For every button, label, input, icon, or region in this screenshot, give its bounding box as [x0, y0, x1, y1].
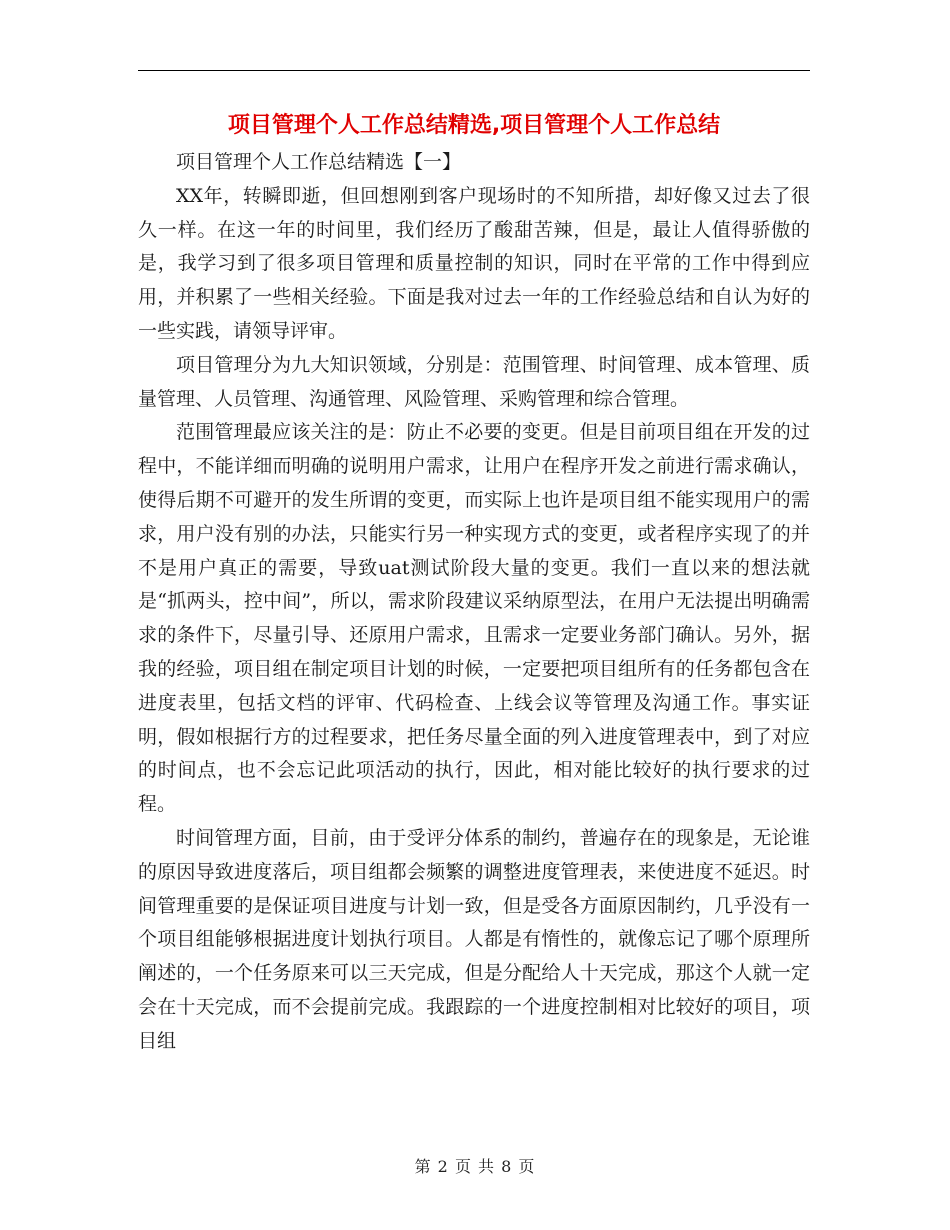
- document-body: [138, 146, 810, 1059]
- paragraph: XX年，转瞬即逝，但回想刚到客户现场时的不知所措，却好像又过去了很久一样。在这一年的时间里，我们经历了酸甜苦辣，但是，最让人值得骄傲的是，我学习到了很多项目管理和质量控制的知识，同时在平常的工作中得到应用，并积累了一些相关经验。下面是我对过去一年的工作经验总结和自认为好的一些实践，请领导评审。: [138, 184, 810, 342]
- paragraph-subtitle: 项目管理个人工作总结精选【一】: [176, 151, 462, 173]
- paragraph: 范围管理最应该关注的是：防止不必要的变更。但是目前项目组在开发的过程中，不能详细而明确的说明用户需求，让用户在程序开发之前进行需求确认，使得后期不可避开的发生所谓的变更，而实际上也许是项目组不能实现用户的需求，用户没有别的办法，只能实行另一种实现方式的变更，或者程序实现了的并不是用户真正的需要，导致uat测试阶段大量的变更。我们一直以来的想法就是“抓两头，控中间”，所以，需求阶段建议采纳原型法，在用户无法提出明确需求的条件下，尽量引导、还原用户需求，且需求一定要业务部门确认。另外，据我的经验，项目组在制定项目计划的时候，一定要把项目组所有的任务都包含在进度表里，包括文档的评审、代码检查、上线会议等管理及沟通工作。事实证明，假如根据行方的过程要求，把任务尽量全面的列入进度管理表中，到了对应的时间点，也不会忘记此项活动的执行，因此，相对能比较好的执行要求的过程。: [138, 421, 810, 816]
- header-rule: [138, 70, 810, 71]
- page-number-footer: 第 2 页 共 8 页: [414, 1157, 536, 1176]
- paragraph: 时间管理方面，目前，由于受评分体系的制约，普遍存在的现象是，无论谁的原因导致进度落后，项目组都会频繁的调整进度管理表，来使进度不延迟。时间管理重要的是保证项目进度与计划一致，但是受各方面原因制约，几乎没有一个项目组能够根据进度计划执行项目。人都是有惰性的，就像忘记了哪个原理所阐述的，一个任务原来可以三天完成，但是分配给人十天完成，那这个人就一定会在十天完成，而不会提前完成。我跟踪的一个进度控制相对比较好的项目，项目组: [138, 826, 810, 1052]
- document-title: 项目管理个人工作总结精选,项目管理个人工作总结: [227, 113, 721, 138]
- paragraph: 项目管理分为九大知识领域，分别是：范围管理、时间管理、成本管理、质量管理、人员管理、沟通管理、风险管理、采购管理和综合管理。: [138, 353, 810, 410]
